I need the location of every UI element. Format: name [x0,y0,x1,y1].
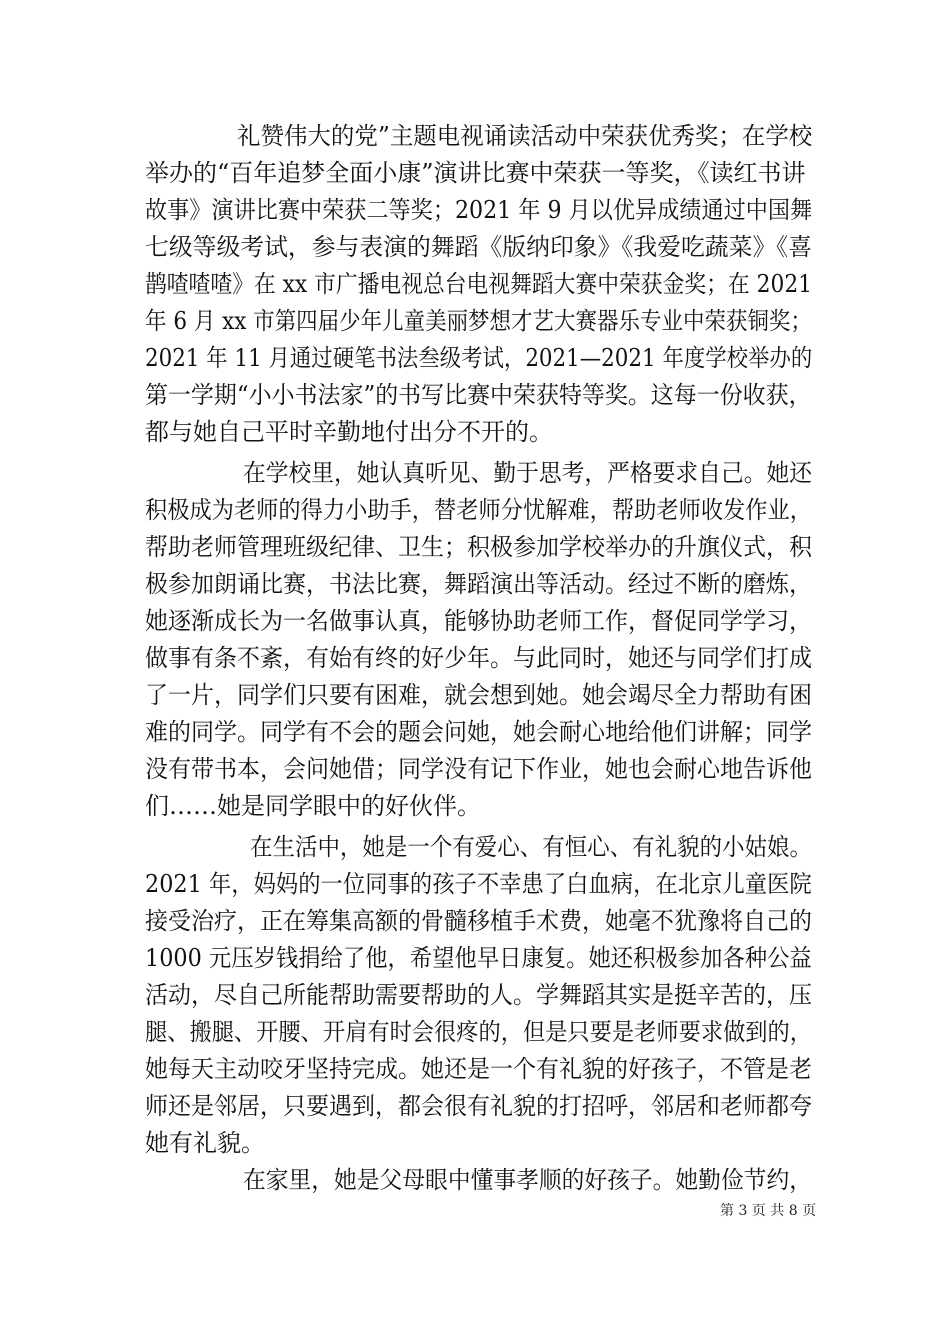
text-line: 腿、搬腿、开腰、开肩有时会很疼的，但是只要是老师要求做到的， [145,1018,813,1046]
text-line: 在学校里，她认真听见、勤于思考，严格要求自己。她还 [243,459,812,487]
text-line: 2021 年，妈妈的一位同事的孩子不幸患了白血病，在北京儿童医院 [145,870,812,898]
text-line: 1000 元压岁钱捐给了他，希望他早日康复。她还积极参加各种公益 [145,944,812,972]
text-line: 积极成为老师的得力小助手，替老师分忧解难，帮助老师收发作业， [145,496,813,524]
text-line: 第一学期“小小书法家”的书写比赛中荣获特等奖。这每一份收获， [145,381,812,409]
text-line: 她每天主动咬牙坚持完成。她还是一个有礼貌的好孩子，不管是老 [145,1055,812,1083]
text-line: 举办的“百年追梦全面小康”演讲比赛中荣获一等奖，《读红书讲 [145,159,806,187]
text-line: 活动，尽自己所能帮助需要帮助的人。学舞蹈其实是挺辛苦的，压 [145,981,812,1009]
text-line: 们……她是同学眼中的好伙伴。 [145,792,481,820]
text-line: 2021 年 11 月通过硬笔书法叁级考试，2021—2021 年度学校举办的 [145,344,813,372]
text-line: 七级等级考试，参与表演的舞蹈《版纳印象》《我爱吃蔬菜》《喜 [145,233,813,261]
text-line: 没有带书本，会问她借；同学没有记下作业，她也会耐心地告诉他 [145,755,812,783]
text-line: 帮助老师管理班级纪律、卫生；积极参加学校举办的升旗仪式，积 [145,533,812,561]
page-number: 第 3 页 共 8 页 [720,1203,817,1219]
text-line: 故事》演讲比赛中荣获二等奖；2021 年 9 月以优异成绩通过中国舞 [145,196,813,224]
text-line: 她逐渐成长为一名做事认真，能够协助老师工作，督促同学学习， [145,607,812,635]
text-line: 在家里，她是父母眼中懂事孝顺的好孩子。她勤俭节约， [243,1166,812,1194]
text-line: 极参加朗诵比赛，书法比赛，舞蹈演出等活动。经过不断的磨炼， [145,570,812,598]
text-line: 年 6 月 xx 市第四届少年儿童美丽梦想才艺大赛器乐专业中荣获铜奖； [145,307,812,335]
text-line: 难的同学。同学有不会的题会问她，她会耐心地给他们讲解；同学 [145,718,812,746]
text-line: 接受治疗，正在筹集高额的骨髓移植手术费，她毫不犹豫将自己的 [145,907,812,935]
text-line: 都与她自己平时辛勤地付出分不开的。 [145,418,553,446]
text-line: 做事有条不紊，有始有终的好少年。与此同时，她还与同学们打成 [145,644,812,672]
text-line: 了一片，同学们只要有困难，就会想到她。她会竭尽全力帮助有困 [145,681,812,709]
text-line: 鹊喳喳喳》在 xx 市广播电视总台电视舞蹈大赛中荣获金奖；在 2021 [145,270,813,298]
text-line: 在生活中，她是一个有爱心、有恒心、有礼貌的小姑娘。 [250,833,813,861]
text-line: 礼赞伟大的党”主题电视诵读活动中荣获优秀奖；在学校 [237,122,813,150]
text-line: 师还是邻居，只要遇到，都会很有礼貌的打招呼，邻居和老师都夸 [145,1092,812,1120]
text-line: 她有礼貌。 [145,1129,265,1157]
